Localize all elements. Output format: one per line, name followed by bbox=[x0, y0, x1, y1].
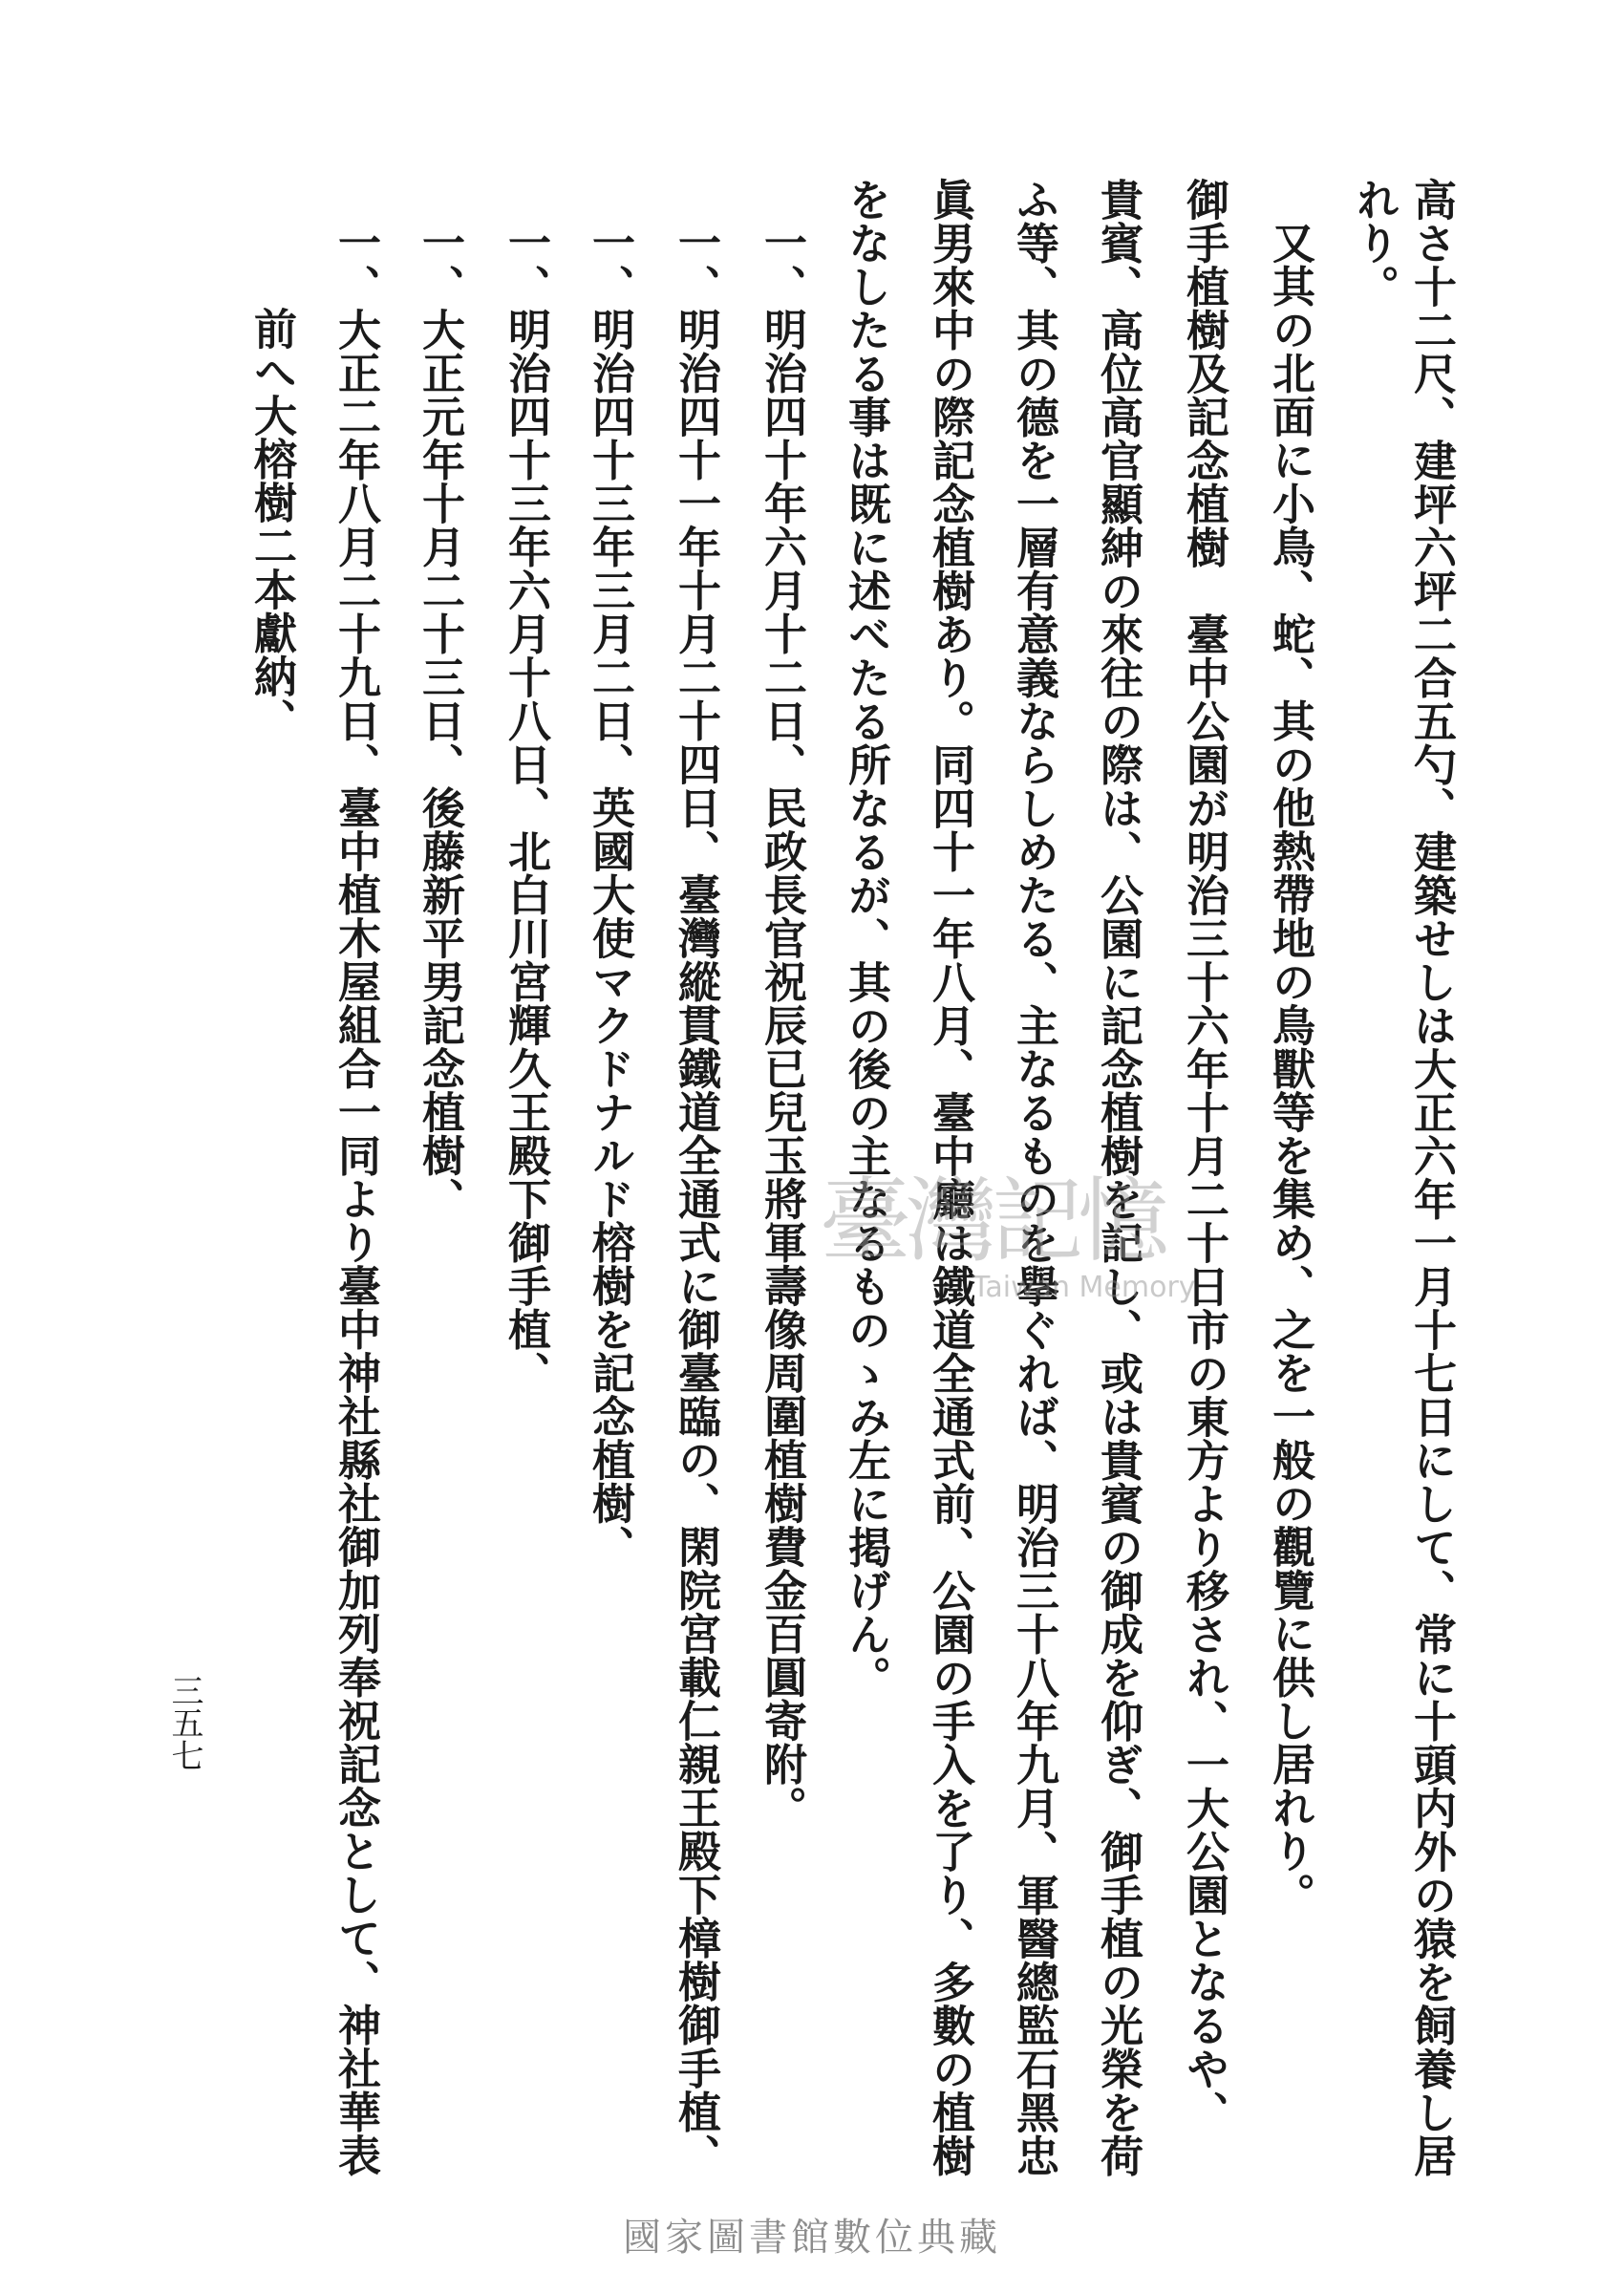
watermark-text: 臺灣記憶 bbox=[820, 1168, 1164, 1275]
text-column-7: 眞男來中の際記念植樹あり。同四十一年八月、臺中廳は鐵道全通式前、公園の手入を了り、多數の植樹 bbox=[925, 178, 975, 2177]
list-item-1: 一、明治四十年六月十二日、民政長官祝辰已兒玉將軍壽像周圍植樹費金百圓寄附。 bbox=[757, 221, 807, 1830]
list-item-3: 一、明治四十三年三月二日、英國大使マクドナルド榕樹を記念植樹、 bbox=[585, 221, 635, 1569]
text-column-6: ふ等、其の德を一層有意義ならしめたる、主なるものを擧ぐれば、明治三十八年九月、軍醫總監石黑忠 bbox=[1009, 178, 1059, 2177]
text-column-3: 又其の北面に小鳥、蛇、其の他熱帶地の鳥獸等を集め、之を一般の觀覽に供し居れり。 bbox=[1265, 221, 1315, 1917]
watermark-subtext: Taiwan Memory bbox=[972, 1271, 1196, 1304]
text-column-1: 高さ十二尺、建坪六坪二合五勺、建築せしは大正六年一月十七日にして、常に十頭内外の猿を飼養し居 bbox=[1406, 178, 1457, 2177]
text-column-5: 貴賓、高位高官顯紳の來往の際は、公園に記念植樹を記し、或は貴賓の御成を仰ぎ、御手植の光榮を荷 bbox=[1093, 178, 1143, 2177]
text-column-4: 御手植樹及記念植樹 臺中公園が明治三十六年十月二十日市の東方より移され、一大公園となるや、 bbox=[1179, 178, 1229, 2134]
text-column-8: をなしたる事は既に述べたる所なるが、其の後の主なるものゝみ左に掲げん。 bbox=[841, 178, 891, 1700]
list-item-2: 一、明治四十一年十月二十四日、臺灣縱貫鐵道全通式に御臺臨の、閑院宮載仁親王殿下樟樹御手植、 bbox=[671, 221, 721, 2177]
list-item-5: 一、大正元年十月二十三日、後藤新平男記念植樹、 bbox=[415, 221, 465, 1221]
list-item-4: 一、明治四十三年六月十八日、北白川宮輝久王殿下御手植、 bbox=[501, 221, 551, 1395]
footer-credit: 國家圖書館數位典藏 bbox=[623, 2216, 1001, 2260]
page-number: 三五七 bbox=[165, 1674, 203, 1771]
text-column-2: れり。 bbox=[1349, 178, 1400, 309]
list-item-6-continued: 前へ大榕樹二本獻納、 bbox=[246, 307, 297, 741]
list-item-6: 一、大正二年八月二十九日、臺中植木屋組合一同より臺中神社縣社御加列奉祝記念として、神社華表 bbox=[331, 221, 381, 2177]
